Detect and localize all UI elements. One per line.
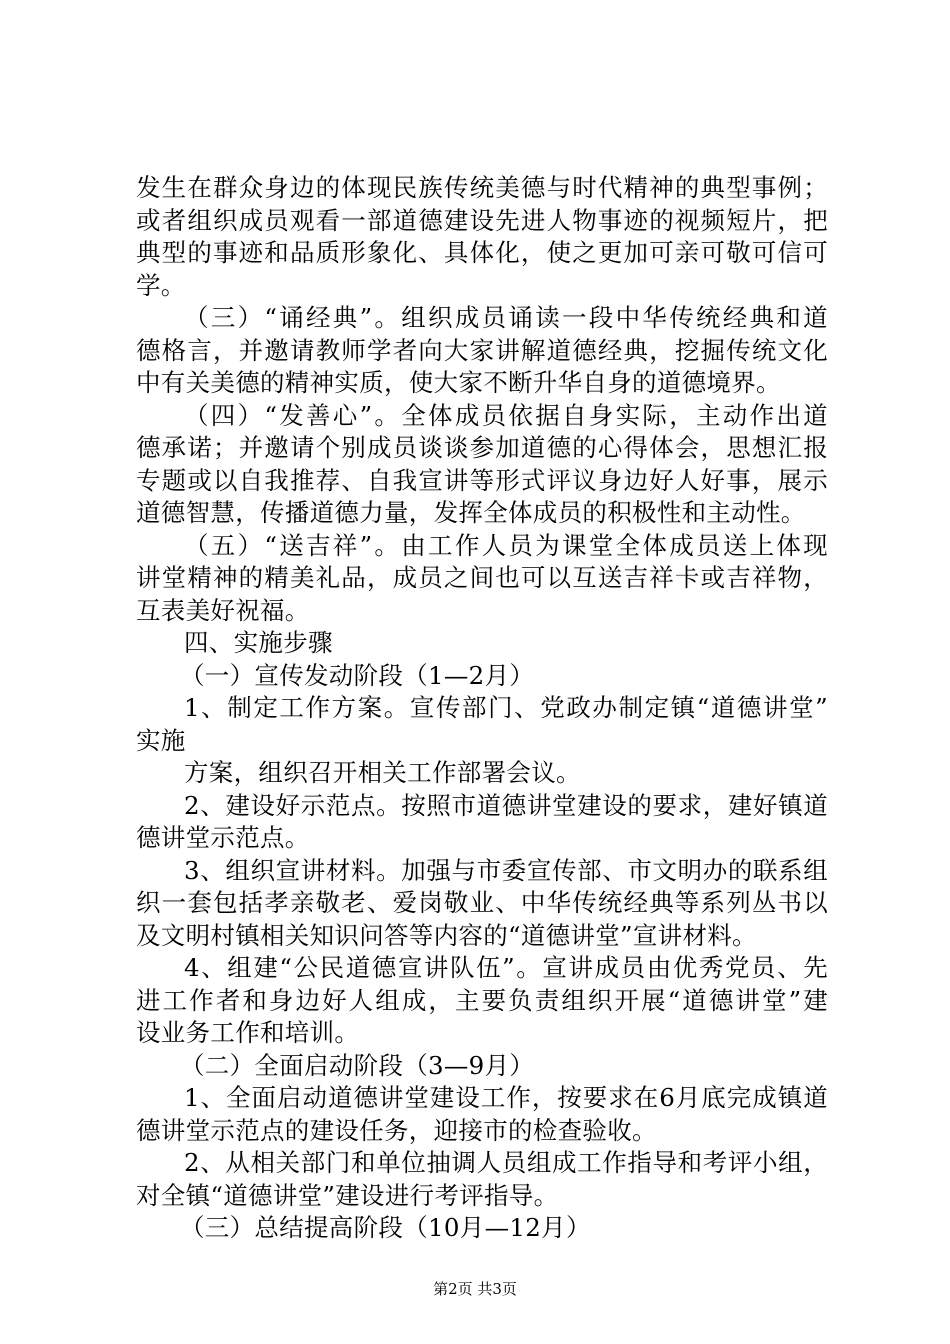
text-line: 方案，组织召开相关工作部署会议。 [184,758,581,787]
text-line: 德讲堂示范点的建设任务，迎接市的检查验收。 [136,1115,657,1145]
text-line: 德格言，并邀请教师学者向大家讲解道德经典，挖掘传统文化 [136,335,828,365]
text-line: 织一套包括孝亲敬老、爱岗敬业、中华传统经典等系列丛书以 [136,888,828,917]
section-heading: 四、实施步骤 [184,628,333,657]
text-line: 2、从相关部门和单位抽调人员组成工作指导和考评小组， [184,1148,828,1177]
text-line: 1、制定工作方案。宣传部门、党政办制定镇“道德讲堂” [184,693,828,722]
text-line: 德承诺；并邀请个别成员谈谈参加道德的心得体会，思想汇报 [136,433,828,462]
stage-heading-2: （二）全面启动阶段（3—9月） [180,1050,535,1080]
text-line: 3、组织宣讲材料。加强与市委宣传部、市文明办的联系组 [184,855,828,885]
text-line: 实施 [136,725,186,755]
stage-heading-3: （三）总结提高阶段（10月—12月） [180,1213,591,1242]
text-line: 专题或以自我推荐、自我宣讲等形式评议身边好人好事，展示 [136,465,828,495]
text-line: 中有关美德的精神实质，使大家不断升华自身的道德境界。 [136,368,781,397]
text-line: 4、组建“公民道德宣讲队伍”。宣讲成员由优秀党员、先 [184,953,828,982]
paragraph-heading-3: （三）“诵经典”。组织成员诵读一段中华传统经典和道 [184,303,828,332]
stage-heading-1: （一）宣传发动阶段（1—2月） [180,660,535,690]
text-line: 德讲堂示范点。 [136,823,310,852]
text-line: 互表美好祝福。 [136,595,310,625]
text-line: 进工作者和身边好人组成，主要负责组织开展“道德讲堂”建 [136,985,828,1015]
text-line: 对全镇“道德讲堂”建设进行考评指导。 [136,1180,559,1210]
text-line: 及文明村镇相关知识问答等内容的“道德讲堂”宣讲材料。 [136,920,757,950]
text-line: 或者组织成员观看一部道德建设先进人物事迹的视频短片，把 [136,205,828,235]
text-line: 2、建设好示范点。按照市道德讲堂建设的要求，建好镇道 [184,790,828,820]
paragraph-heading-5: （五）“送吉祥”。由工作人员为课堂全体成员送上体现 [184,530,828,560]
page-footer: 第2页 共3页 [433,1280,517,1298]
text-line: 讲堂精神的精美礼品，成员之间也可以互送吉祥卡或吉祥物， [136,563,828,592]
text-line: 道德智慧，传播道德力量，发挥全体成员的积极性和主动性。 [136,498,806,527]
text-line: 发生在群众身边的体现民族传统美德与时代精神的典型事例； [136,173,828,202]
text-line: 1、全面启动道德讲堂建设工作，按要求在6月底完成镇道 [184,1083,828,1112]
text-line: 设业务工作和培训。 [136,1018,360,1047]
text-line: 学。 [136,270,186,300]
text-line: 典型的事迹和品质形象化、具体化，使之更加可亲可敬可信可 [136,238,828,267]
paragraph-heading-4: （四）“发善心”。全体成员依据自身实际，主动作出道 [184,400,828,430]
